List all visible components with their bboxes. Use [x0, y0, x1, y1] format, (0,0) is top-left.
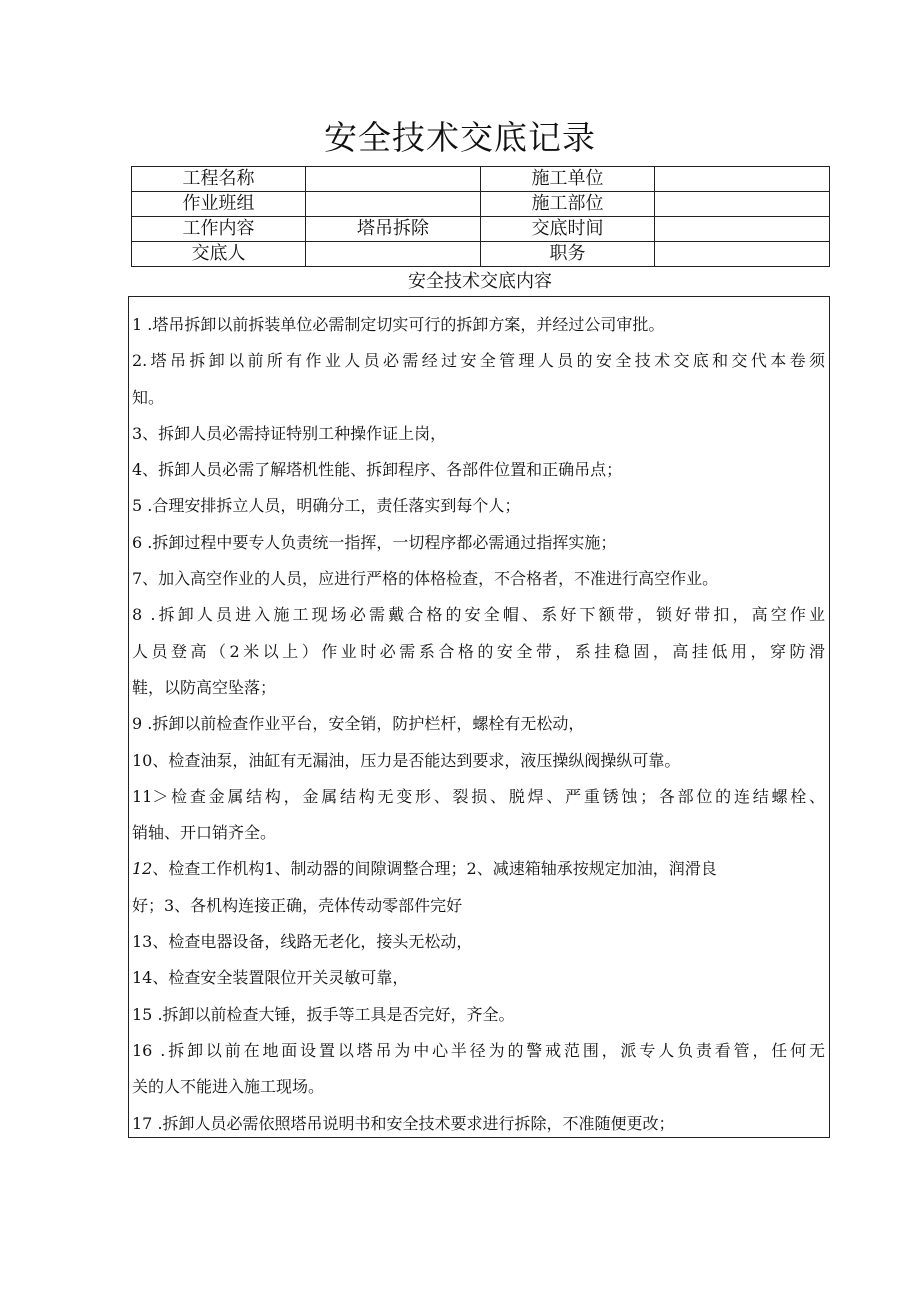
content-line: 人员登高（2米以上）作业时必需系合格的安全带，系挂稳固，高挂低用，穿防滑 — [132, 641, 825, 661]
briefer-label: 交底人 — [132, 242, 306, 267]
content-line: 13、检查电器设备，线路无老化，接头无松动， — [132, 932, 473, 952]
construction-dept-label: 施工部位 — [481, 192, 655, 217]
project-name-label: 工程名称 — [132, 167, 306, 192]
content-line: 15 .拆卸以前检查大锤，扳手等工具是否完好，齐全。 — [132, 1004, 515, 1024]
page-title: 安全技术交底记录 — [324, 118, 596, 157]
content-line: 关的人不能进入施工现场。 — [132, 1077, 325, 1097]
content-line: 4、拆卸人员必需了解塔机性能、拆卸程序、各部件位置和正确吊点； — [132, 460, 623, 480]
content-line — [132, 851, 829, 887]
construction-dept-field[interactable] — [655, 192, 830, 217]
construction-unit-field[interactable] — [655, 167, 830, 192]
info-table — [131, 166, 830, 267]
table-row — [132, 217, 830, 242]
content-line: 17 .拆卸人员必需依照塔吊说明书和安全技术要求进行拆除，不准随便更改； — [132, 1113, 675, 1133]
content-line: 2.塔吊拆卸以前所有作业人员必需经过安全管理人员的安全技术交底和交代本卷须 — [132, 351, 825, 371]
content-line: 5 .合理安排拆立人员，明确分工，责任落实到每个人； — [132, 496, 521, 516]
project-name-field[interactable] — [306, 167, 481, 192]
construction-unit-label: 施工单位 — [481, 167, 655, 192]
content-line: 3、拆卸人员必需持证特别工种操作证上岗， — [132, 423, 447, 443]
table-row — [132, 242, 830, 267]
content-line: 10、检查油泵，油缸有无漏油，压力是否能达到要求，液压操纵阀操纵可靠。 — [132, 750, 681, 770]
content-line: 7、加入高空作业的人员，应进行严格的体格检查，不合格者，不准进行高空作业。 — [132, 569, 719, 589]
content-line: 8 .拆卸人员进入施工现场必需戴合格的安全帽、系好下额带，锁好带扣，高空作业 — [132, 605, 825, 625]
work-content-label: 工作内容 — [132, 217, 306, 242]
work-content-value[interactable]: 塔吊拆除 — [306, 217, 481, 242]
content-line: 16 .拆卸以前在地面设置以塔吊为中心半径为的警戒范围，派专人负责看管，任何无 — [132, 1040, 825, 1060]
content-line: 销轴、开口销齐全。 — [132, 823, 277, 843]
position-label: 职务 — [481, 242, 655, 267]
content-line: 11＞检查金属结构，金属结构无变形、裂损、脱焊、严重锈蚀；各部位的连结螺栓、 — [132, 786, 825, 806]
briefer-field[interactable] — [306, 242, 481, 267]
table-row — [132, 167, 830, 192]
item-number: 12 — [132, 859, 153, 879]
position-field[interactable] — [655, 242, 830, 267]
content-line-text: 、检查工作机构1、制动器的间隙调整合理；2、减速箱轴承按规定加油，润滑良 — [152, 859, 717, 879]
content-line: 14、检查安全装置限位开关灵敏可靠， — [132, 968, 409, 988]
content-line: 6 .拆卸过程中要专人负责统一指挥，一切程序都必需通过指挥实施； — [132, 532, 617, 552]
content-line: 1 .塔吊拆卸以前拆装单位必需制定切实可行的拆卸方案，并经过公司审批。 — [132, 315, 665, 334]
briefing-time-label: 交底时间 — [481, 217, 655, 242]
content-line: 9 .拆卸以前检查作业平台，安全销，防护栏杆，螺栓有无松动， — [132, 714, 585, 734]
content-line: 知。 — [132, 387, 165, 407]
work-team-label: 作业班组 — [132, 192, 306, 217]
work-team-field[interactable] — [306, 192, 481, 217]
table-row — [132, 192, 830, 217]
content-box — [128, 296, 830, 1138]
content-line: 鞋，以防高空坠落； — [132, 677, 277, 697]
content-heading: 安全技术交底内容 — [408, 271, 552, 292]
content-line: 好；3、各机构连接正确，壳体传动零部件完好 — [132, 895, 463, 915]
briefing-time-field[interactable] — [655, 217, 830, 242]
